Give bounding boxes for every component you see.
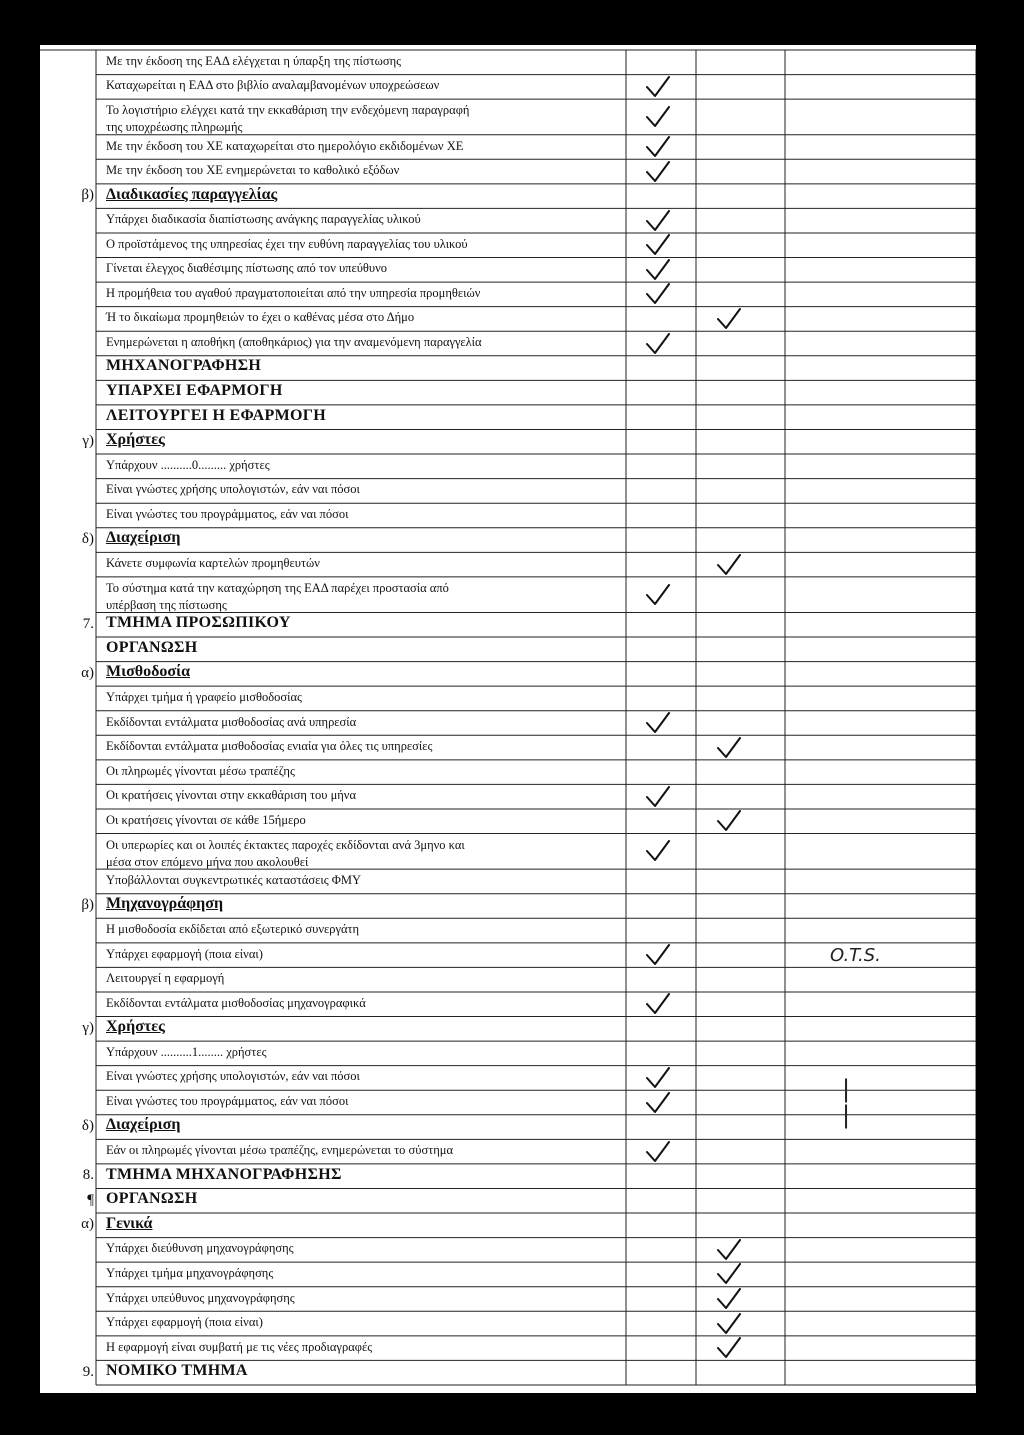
checkmark-yes-icon <box>645 234 671 256</box>
row-number: β) <box>81 187 94 204</box>
row-number: 9. <box>82 1363 94 1380</box>
checklist-item: Λειτουργεί η εφαρμογή <box>106 971 225 986</box>
checkmark-yes-icon <box>645 993 671 1015</box>
checkmark-yes-icon <box>645 712 671 734</box>
checklist-item-line-2: μέσα στον επόμενο μήνα που ακολουθεί <box>106 854 309 869</box>
checkmark-yes-icon <box>645 259 671 281</box>
checklist-item-line: Οι υπερωρίες και οι λοιπές έκτακτες παροχές εκδίδονται ανά 3μηνο και <box>106 837 465 852</box>
row-number: δ) <box>81 1118 94 1135</box>
checklist-item-line: Το λογιστήριο ελέγχει κατά την εκκαθάριση την ενδεχόμενη παραγραφή <box>106 103 470 118</box>
checklist-item: Η μισθοδοσία εκδίδεται από εξωτερικό συνεργάτη <box>106 922 360 937</box>
checklist-item: Ενημερώνεται η αποθήκη (αποθηκάριος) για την αναμενόμενη παραγγελία <box>106 335 482 350</box>
row-number: α) <box>81 1216 94 1233</box>
checklist-item: Εκδίδονται εντάλματα μισθοδοσίας ενιαία για όλες τις υπηρεσίες <box>106 739 433 754</box>
section-heading: Χρήστες <box>106 1018 165 1036</box>
checkmark-yes-icon <box>645 210 671 232</box>
checkmark-yes-icon <box>645 1092 671 1114</box>
checkmark-yes-icon <box>645 333 671 355</box>
checkmark-yes-icon <box>645 1141 671 1163</box>
checklist-item: Η εφαρμογή είναι συμβατή με τις νέες προδιαγραφές <box>106 1339 373 1354</box>
checklist-item: Εάν οι πληρωμές γίνονται μέσω τραπέζης, ενημερώνεται το σύστημα <box>106 1143 454 1158</box>
checkmark-no-icon <box>716 810 742 832</box>
checklist-item: Υπάρχει εφαρμογή (ποια είναι) <box>106 1315 263 1330</box>
checklist-item: Καταχωρείται η ΕΑΔ στο βιβλίο αναλαμβανομένων υποχρεώσεων <box>106 78 440 93</box>
section-heading: Χρήστες <box>106 431 165 449</box>
section-heading: Γενικά <box>106 1214 153 1232</box>
row-number: δ) <box>81 531 94 548</box>
section-heading: ΝΟΜΙΚΟ ΤΜΗΜΑ <box>106 1362 248 1380</box>
checklist-item: Υπάρχει διαδικασία διαπίστωσης ανάγκης παραγγελίας υλικού <box>106 212 421 227</box>
checklist-item: Ή το δικαίωμα προμηθειών το έχει ο καθένας μέσα στο Δήμο <box>106 310 415 325</box>
checklist-item: Εκδίδονται εντάλματα μισθοδοσίας ανά υπηρεσία <box>106 714 357 729</box>
checklist-item: Με την έκδοση της ΕΑΔ ελέγχεται η ύπαρξη της πίστωσης <box>106 53 402 68</box>
checklist-item: Υπάρχουν ..........1........ χρήστες <box>106 1044 267 1059</box>
section-heading: ΟΡΓΑΝΩΣΗ <box>106 1190 198 1208</box>
row-number: α) <box>81 664 94 681</box>
checklist-item: Υπάρχει τμήμα μηχανογράφησης <box>106 1265 274 1280</box>
checklist-item: Είναι γνώστες χρήσης υπολογιστών, εάν ναι πόσοι <box>106 482 360 497</box>
checklist-item: Με την έκδοση του ΧΕ ενημερώνεται το καθολικό εξόδων <box>106 163 400 178</box>
checklist-item: Είναι γνώστες χρήσης υπολογιστών, εάν ναι πόσοι <box>106 1069 360 1084</box>
section-heading: Μηχανογράφηση <box>106 895 224 913</box>
section-heading: Μισθοδοσία <box>106 663 191 681</box>
row-number: 8. <box>82 1167 94 1184</box>
checklist-item: Οι πληρωμές γίνονται μέσω τραπέζης <box>106 763 295 778</box>
checkmark-yes-icon <box>645 840 671 862</box>
checklist-item-line: Το σύστημα κατά την καταχώρηση της ΕΑΔ παρέχει προστασία από <box>106 580 449 595</box>
row-number: γ) <box>82 1019 94 1036</box>
checklist-item: Υπάρχει τμήμα ή γραφείο μισθοδοσίας <box>106 689 303 704</box>
checklist-item: Ο προϊστάμενος της υπηρεσίας έχει την ευθύνη παραγγελίας του υλικού <box>106 236 468 251</box>
checklist-item-line-2: της υποχρέωσης πληρωμής <box>106 120 243 135</box>
handwritten-tally-mark: | <box>842 1075 851 1103</box>
row-number: 7. <box>82 615 94 632</box>
checkmark-no-icon <box>716 737 742 759</box>
row-number: γ) <box>82 432 94 449</box>
checklist-item: Με την έκδοση του ΧΕ καταχωρείται στο ημερολόγιο εκδιδομένων ΧΕ <box>106 138 464 153</box>
checklist-item: Γίνεται έλεγχος διαθέσιμης πίστωσης από τον υπεύθυνο <box>106 261 387 276</box>
section-heading: ΜΗΧΑΝΟΓΡΑΦΗΣΗ <box>106 357 262 375</box>
checklist-item-line-2: υπέρβαση της πίστωσης <box>106 597 227 612</box>
checkmark-yes-icon <box>645 283 671 305</box>
checkmark-yes-icon <box>645 786 671 808</box>
checklist-item: Υποβάλλονται συγκεντρωτικές καταστάσεις ΦΜΥ <box>106 872 362 887</box>
checkmark-no-icon <box>716 1288 742 1310</box>
checklist-item: Η προμήθεια του αγαθού πραγματοποιείται από την υπηρεσία προμηθειών <box>106 285 481 300</box>
checklist-item: Εκδίδονται εντάλματα μισθοδοσίας μηχανογραφικά <box>106 995 366 1010</box>
checklist-item: Οι κρατήσεις γίνονται σε κάθε 15ήμερο <box>106 812 306 827</box>
checklist-item: Κάνετε συμφωνία καρτελών προμηθευτών <box>106 556 320 571</box>
checklist-item: Υπάρχει διεύθυνση μηχανογράφησης <box>106 1241 294 1256</box>
section-heading: Διαδικασίες παραγγελίας <box>106 185 278 203</box>
checkmark-no-icon <box>716 1239 742 1261</box>
checklist-item: Υπάρχουν ..........0......... χρήστες <box>106 457 270 472</box>
checkmark-no-icon <box>716 554 742 576</box>
checklist-page <box>40 45 976 1393</box>
checklist-item: Υπάρχει εφαρμογή (ποια είναι) <box>106 946 263 961</box>
section-heading: Διαχείριση <box>106 1116 181 1134</box>
checkmark-yes-icon <box>645 106 671 128</box>
row-number: β) <box>81 897 94 914</box>
handwritten-ots-note: O.T.S. <box>830 945 881 966</box>
checklist-item: Είναι γνώστες του προγράμματος, εάν ναι πόσοι <box>106 506 349 521</box>
checkmark-no-icon <box>716 308 742 330</box>
section-heading: Διαχείριση <box>106 529 181 547</box>
section-heading: ΤΜΗΜΑ ΜΗΧΑΝΟΓΡΑΦΗΣΗΣ <box>106 1165 342 1183</box>
checklist-item: Υπάρχει υπεύθυνος μηχανογράφησης <box>106 1290 295 1305</box>
checkmark-yes-icon <box>645 76 671 98</box>
checklist-item <box>106 837 465 871</box>
handwritten-tally-mark-2: | <box>842 1101 851 1129</box>
checkmark-yes-icon <box>645 136 671 158</box>
checkmark-yes-icon <box>645 1067 671 1089</box>
row-number: ¶ <box>87 1191 94 1208</box>
section-heading: ΥΠΑΡΧΕΙ ΕΦΑΡΜΟΓΗ <box>106 382 283 400</box>
checklist-item: Οι κρατήσεις γίνονται στην εκκαθάριση του μήνα <box>106 788 357 803</box>
checkmark-no-icon <box>716 1263 742 1285</box>
checkmark-yes-icon <box>645 944 671 966</box>
checkmark-yes-icon <box>645 161 671 183</box>
checkmark-no-icon <box>716 1313 742 1335</box>
section-heading: ΛΕΙΤΟΥΡΓΕΙ Η ΕΦΑΡΜΟΓΗ <box>106 406 326 424</box>
section-heading: ΟΡΓΑΝΩΣΗ <box>106 638 198 656</box>
checkmark-no-icon <box>716 1337 742 1359</box>
checkmark-yes-icon <box>645 584 671 606</box>
section-heading: ΤΜΗΜΑ ΠΡΟΣΩΠΙΚΟΥ <box>106 614 291 632</box>
checklist-item <box>106 580 449 614</box>
checklist-item <box>106 102 469 136</box>
checklist-item: Είναι γνώστες του προγράμματος, εάν ναι πόσοι <box>106 1094 349 1109</box>
